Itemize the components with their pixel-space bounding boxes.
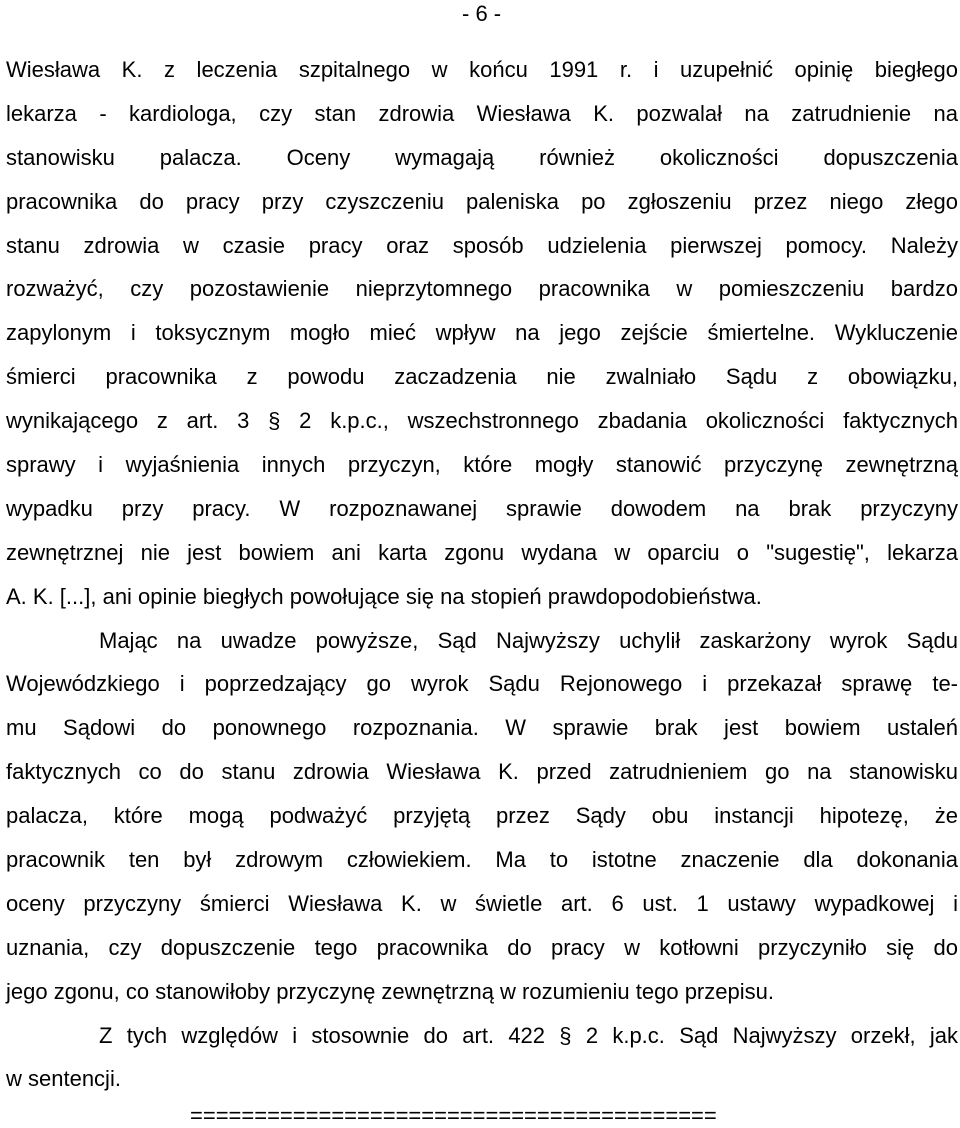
separator-line: ========================================= xyxy=(190,1103,717,1128)
text-line: jego zgonu, co stanowiłoby przyczynę zewnętrzną w rozumieniu tego przepisu. xyxy=(6,978,774,1004)
text-line: pracownika do pracy przy czyszczeniu paleniska po zgłoszeniu przez niego złego xyxy=(6,188,958,214)
text-line: lekarza - kardiologa, czy stan zdrowia Wiesława K. pozwalał na zatrudnienie na xyxy=(6,100,958,126)
text-line: stanowisku palacza. Oceny wymagają również okoliczności dopuszczenia xyxy=(6,144,958,170)
text-line: Z tych względów i stosownie do art. 422 § 2 k.p.c. Sąd Najwyższy orzekł, jak xyxy=(99,1022,958,1048)
text-line: zewnętrznej nie jest bowiem ani karta zgonu wydana w oparciu o "sugestię", lekarza xyxy=(6,539,958,565)
text-line: wypadku przy pracy. W rozpoznawanej sprawie dowodem na brak przyczyny xyxy=(6,495,958,521)
text-line: Wiesława K. z leczenia szpitalnego w końcu 1991 r. i uzupełnić opinię biegłego xyxy=(6,57,958,82)
text-line: A. K. [...], ani opinie biegłych powołujące się na stopień prawdopodobieństwa. xyxy=(6,583,762,609)
page-number: - 6 - xyxy=(462,1,502,26)
text-line: w sentencji. xyxy=(6,1066,121,1092)
text-line: oceny przyczyny śmierci Wiesława K. w świetle art. 6 ust. 1 ustawy wypadkowej i xyxy=(6,890,958,916)
text-line: palacza, które mogą podważyć przyjętą przez Sądy obu instancji hipotezę, że xyxy=(6,803,958,829)
text-line: faktycznych co do stanu zdrowia Wiesława K. przed zatrudnieniem go na stanowisku xyxy=(6,759,958,785)
text-line: Mając na uwadze powyższe, Sąd Najwyższy uchylił zaskarżony wyrok Sądu xyxy=(99,627,958,653)
text-line: rozważyć, czy pozostawienie nieprzytomnego pracownika w pomieszczeniu bardzo xyxy=(6,276,958,302)
text-line: Wojewódzkiego i poprzedzający go wyrok Sądu Rejonowego i przekazał sprawę te- xyxy=(6,671,958,697)
text-line: stanu zdrowia w czasie pracy oraz sposób udzielenia pierwszej pomocy. Należy xyxy=(6,232,958,258)
text-line: śmierci pracownika z powodu zaczadzenia nie zwalniało Sądu z obowiązku, xyxy=(6,364,958,390)
document-body xyxy=(6,48,958,1101)
text-line: wynikającego z art. 3 § 2 k.p.c., wszechstronnego zbadania okoliczności faktycznych xyxy=(6,408,958,434)
text-line: uznania, czy dopuszczenie tego pracownika do pracy w kotłowni przyczyniło się do xyxy=(6,934,958,960)
text-line: pracownik ten był zdrowym człowiekiem. Ma to istotne znaczenie dla dokonania xyxy=(6,847,958,873)
text-line: zapylonym i toksycznym mogło mieć wpływ na jego zejście śmiertelne. Wykluczenie xyxy=(6,320,958,346)
text-line: mu Sądowi do ponownego rozpoznania. W sprawie brak jest bowiem ustaleń xyxy=(6,715,958,741)
text-line: sprawy i wyjaśnienia innych przyczyn, które mogły stanowić przyczynę zewnętrzną xyxy=(6,452,958,478)
